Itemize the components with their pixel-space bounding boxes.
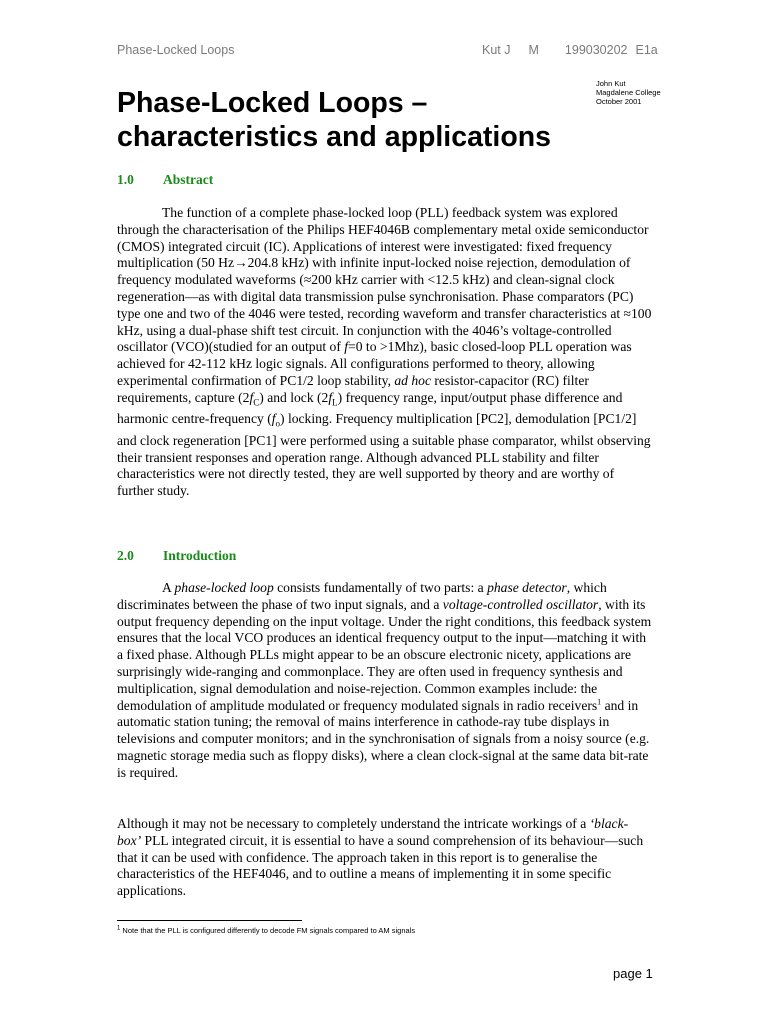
title-line-2: characteristics and applications	[117, 121, 551, 153]
section-heading-abstract	[117, 172, 213, 188]
section-number: 2.0	[117, 548, 134, 563]
section-title: Abstract	[163, 172, 214, 187]
title-line-1: Phase-Locked Loops –	[117, 87, 428, 119]
header-id: 199030202	[564, 43, 628, 57]
abstract-body	[117, 205, 652, 500]
footnote: $^1$ Note that the PLL is configured differently to decode FM signals compared to AM signals	[117, 925, 416, 935]
header-name: Kut J	[482, 43, 511, 57]
abstract-paragraph: The function of a complete phase-locked loop (PLL) feedback system was explored through the characterisation of the Philips HEF4046B complementary metal oxide semiconductor (CMOS) integrated circuit (IC). Applications of interest were investigated: fixed frequency multiplication (50 Hz→204.8 kHz) with infinite input-locked noise rejection, demodulation of frequency modulated waveforms (≈200 kHz carrier with <12.5 kHz) and clean-signal clock regeneration—as with digital data transmission pulse synchronisation. Phase comparators (PC) type one and two of the 4046 were tested, recording waveform and transfer characteristics at ≈100 kHz, using a dual-phase shift test circuit. In conjunction with the 4046’s voltage-controlled oscillator (VCO)(studied for an output of f=0 to >1Mhz), basic closed-loop PLL operation was achieved for 42-112 kHz logic signals. All configurations performed to theory, allowing experimental confirmation of PC1/2 loop stability, ad hoc resistor-capacitor (RC) filter requirements, capture $(2f_C)$ and lock $(2f_L)$ frequency range, input/output phase difference and harmonic centre-frequency $(f_o)$ locking. Frequency multiplication [PC2], demodulation [PC1/2] and clock regeneration [PC1] were performed using a suitable phase comparator, whilst observing their transient responses and operation range. Although advanced PLL stability and filter characteristics were not directly tested, they are well supported by theory and are worthy of further study.	[117, 205, 652, 499]
running-header-title: Phase-Locked Loops	[117, 43, 235, 57]
introduction-body	[117, 580, 652, 782]
introduction-paragraph-1: A phase-locked loop consists fundamentally of two parts: a phase detector, which discriminates between the phase of two input signals, and a voltage-controlled oscillator, with its output frequency depending on the input voltage. Under the right conditions, this feedback system ensures that the local VCO produces an identical frequency output to the input—matching it with a fixed phase. Although PLLs might appear to be an obscure electronic nicety, applications are surprisingly wide-ranging and commonplace. They are often used in frequency synthesis and multiplication, signal demodulation and noise-rejection. Common examples include: the demodulation of amplitude modulated or frequency modulated signals in radio receivers$^1$ and in automatic station tuning; the removal of mains interference in cathode-ray tube displays in televisions and computer monitors; and in the synchronisation of signals from a noisy source (e.g. magnetic storage media such as floppy disks), where a clean clock-signal at the same data bit-rate is required.	[117, 580, 652, 780]
document-title	[117, 86, 637, 154]
introduction-body-2	[117, 816, 652, 900]
header-code: E1a	[635, 43, 658, 57]
header-initial: M	[528, 43, 539, 57]
running-header-meta	[482, 43, 676, 57]
introduction-paragraph-2: Although it may not be necessary to completely understand the intricate workings of a ‘black-box’ PLL integrated circuit, it is essential to have a sound comprehension of its behaviour—such that it can be used with confidence. The approach taken in this report is to generalise the characteristics of the HEF4046, and to outline a means of implementing it in some specific applications.	[117, 816, 644, 899]
author-college: Magdalene College	[596, 88, 661, 97]
page-number: page 1	[613, 966, 653, 981]
section-number: 1.0	[117, 172, 134, 187]
author-name: John Kut	[596, 79, 626, 88]
section-heading-introduction	[117, 548, 236, 564]
author-date: October 2001	[596, 97, 642, 106]
footnote-marker: 1	[597, 697, 602, 707]
section-title: Introduction	[163, 548, 237, 563]
footnote-divider	[117, 920, 302, 921]
